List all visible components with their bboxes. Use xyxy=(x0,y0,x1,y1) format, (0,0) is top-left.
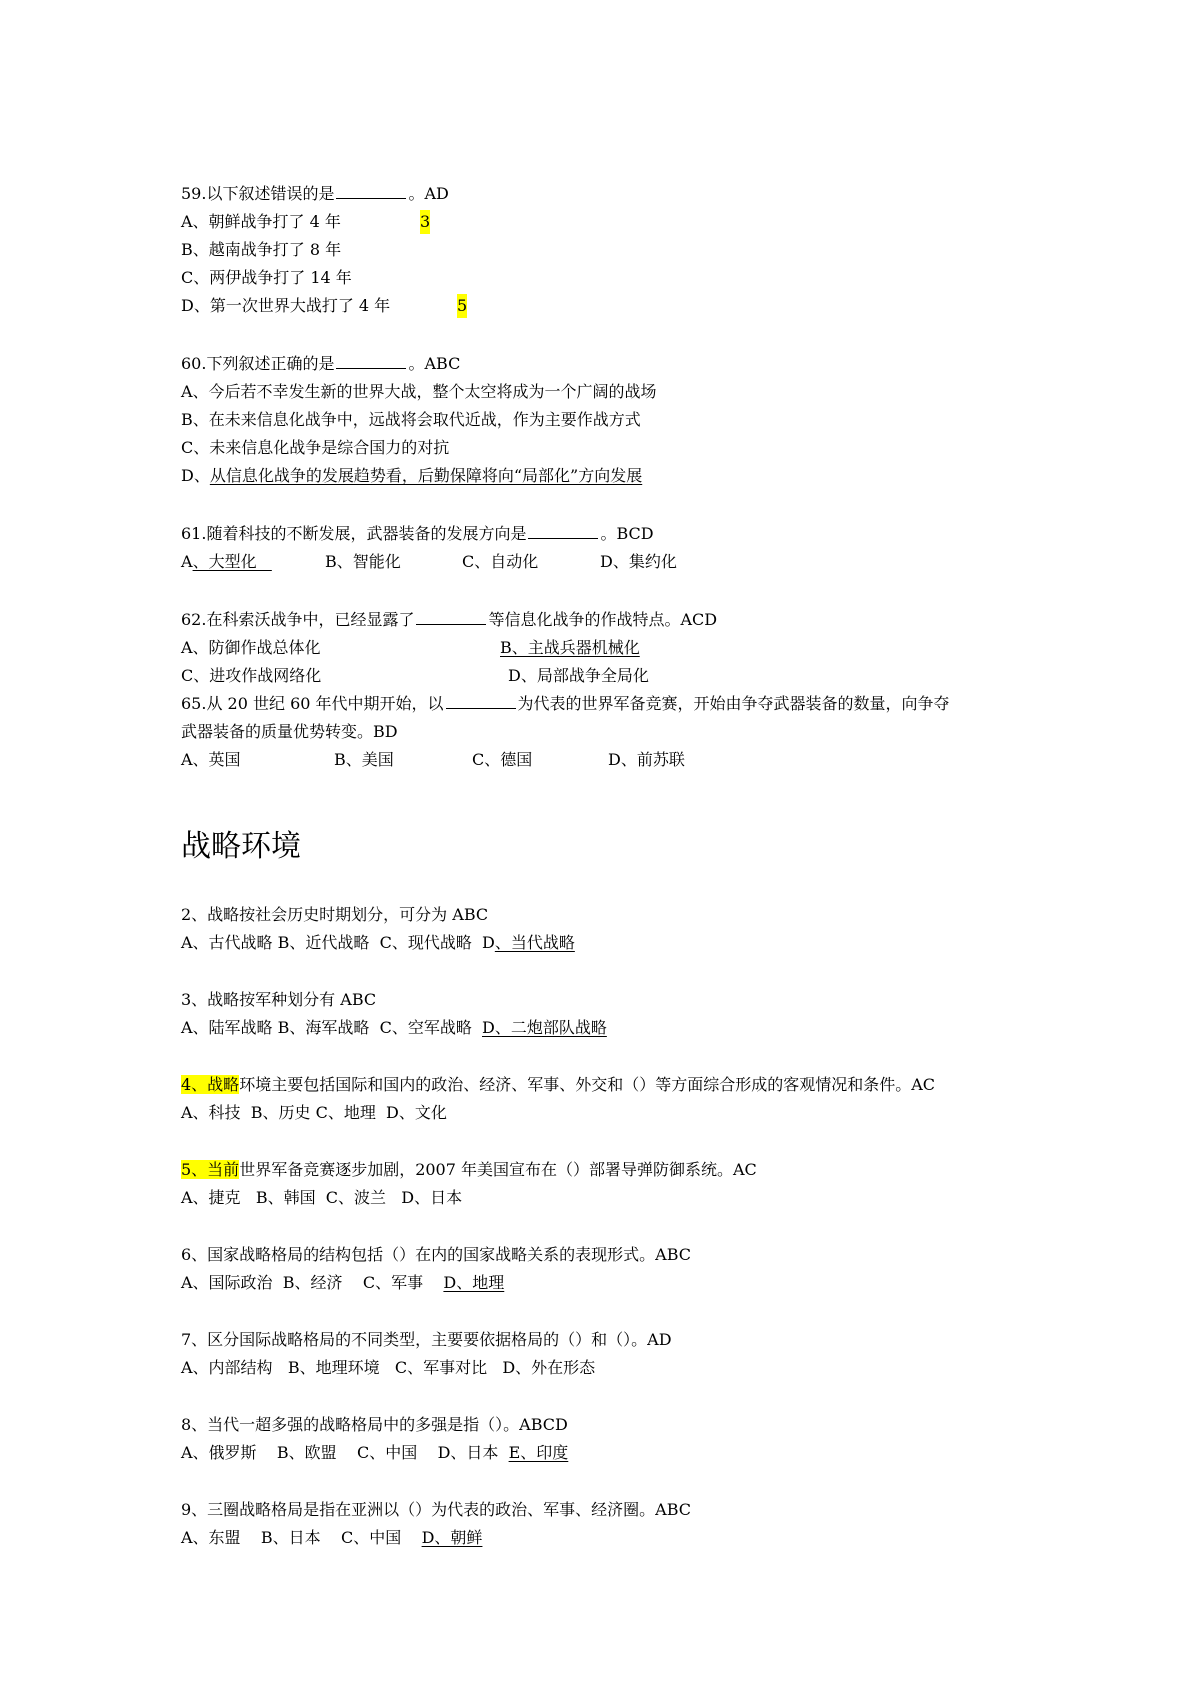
s6-stem: 6、国家战略格局的结构包括（）在内的国家战略关系的表现形式。ABC xyxy=(181,1245,692,1264)
s2-stem: 2、战略按社会历史时期划分，可分为 ABC xyxy=(181,905,489,924)
q65-stem-line2: 武器装备的质量优势转变。BD xyxy=(181,722,398,741)
q65-option-d: D、前苏联 xyxy=(608,750,685,769)
q65-option-a: A、英国 xyxy=(181,750,241,769)
q59-option-b: B、越南战争打了 8 年 xyxy=(181,240,342,259)
s8-stem: 8、当代一超多强的战略格局中的多强是指（）。ABCD xyxy=(181,1415,568,1434)
answer-blank xyxy=(336,354,406,369)
section-title: 战略环境 xyxy=(181,829,301,864)
q61-option-c: C、自动化 xyxy=(462,552,539,571)
q65-stem: 65.从 20 世纪 60 年代中期开始，以 为代表的世界军备竞赛，开始由争夺武器装备的数量，向争夺 xyxy=(181,694,950,713)
q59-option-c: C、两伊战争打了 14 年 xyxy=(181,268,352,287)
q62-option-b: B、主战兵器机械化 xyxy=(500,638,640,657)
q59-option-a: A、朝鲜战争打了 4 年 xyxy=(181,212,341,231)
q61-option-d: D、集约化 xyxy=(600,552,677,571)
s5-stem: 5、当前世界军备竞赛逐步加剧，2007 年美国宣布在（）部署导弹防御系统。AC xyxy=(181,1160,757,1179)
q62-stem: 62.在科索沃战争中，已经显露了 等信息化战争的作战特点。ACD xyxy=(181,610,718,629)
s3-options: A、陆军战略 B、海军战略 C、空军战略 D、二炮部队战略 xyxy=(181,1018,607,1037)
q65-option-b: B、美国 xyxy=(334,750,394,769)
answer-blank xyxy=(528,524,598,539)
s4-options: A、科技 B、历史 C、地理 D、文化 xyxy=(181,1103,447,1122)
q62-option-a: A、防御作战总体化 xyxy=(181,638,321,657)
q59-option-d: D、第一次世界大战打了 4 年 xyxy=(181,296,391,315)
s5-options: A、捷克 B、韩国 C、波兰 D、日本 xyxy=(181,1188,463,1207)
q61-stem: 61.随着科技的不断发展，武器装备的发展方向是 。BCD xyxy=(181,524,654,543)
s4-stem: 4、战略环境主要包括国际和国内的政治、经济、军事、外交和（）等方面综合形成的客观情况和条件。AC xyxy=(181,1075,935,1094)
q62-option-d: D、局部战争全局化 xyxy=(508,666,649,685)
s8-options: A、俄罗斯 B、欧盟 C、中国 D、日本 E、印度 xyxy=(181,1443,569,1462)
q60-stem: 60.下列叙述正确的是 。ABC xyxy=(181,354,461,373)
answer-blank xyxy=(446,694,516,709)
q62-option-c: C、进攻作战网络化 xyxy=(181,666,322,685)
s9-options: A、东盟 B、日本 C、中国 D、朝鲜 xyxy=(181,1528,483,1547)
q60-option-a: A、今后若不幸发生新的世界大战，整个太空将成为一个广阔的战场 xyxy=(181,382,657,401)
q65-option-c: C、德国 xyxy=(472,750,533,769)
q61-option-a: A、大型化 xyxy=(181,552,272,571)
s6-options: A、国际政治 B、经济 C、军事 D、地理 xyxy=(181,1273,505,1292)
s7-options: A、内部结构 B、地理环境 C、军事对比 D、外在形态 xyxy=(181,1358,596,1377)
s2-options: A、古代战略 B、近代战略 C、现代战略 D、当代战略 xyxy=(181,933,575,952)
s3-stem: 3、战略按军种划分有 ABC xyxy=(181,990,377,1009)
q59-d-highlight-mark: 5 xyxy=(457,294,467,318)
q59-a-highlight-mark: 3 xyxy=(420,210,430,234)
answer-blank xyxy=(336,184,406,199)
s9-stem: 9、三圈战略格局是指在亚洲以（）为代表的政治、军事、经济圈。ABC xyxy=(181,1500,692,1519)
q59-stem: 59.以下叙述错误的是 。AD xyxy=(181,184,449,203)
q61-option-b: B、智能化 xyxy=(325,552,401,571)
answer-blank xyxy=(416,610,486,625)
q60-option-b: B、在未来信息化战争中，远战将会取代近战，作为主要作战方式 xyxy=(181,410,641,429)
s7-stem: 7、区分国际战略格局的不同类型，主要要依据格局的（）和（）。AD xyxy=(181,1330,672,1349)
q60-option-d: D、从信息化战争的发展趋势看，后勤保障将向“局部化”方向发展 xyxy=(181,466,643,485)
q60-option-c: C、未来信息化战争是综合国力的对抗 xyxy=(181,438,450,457)
